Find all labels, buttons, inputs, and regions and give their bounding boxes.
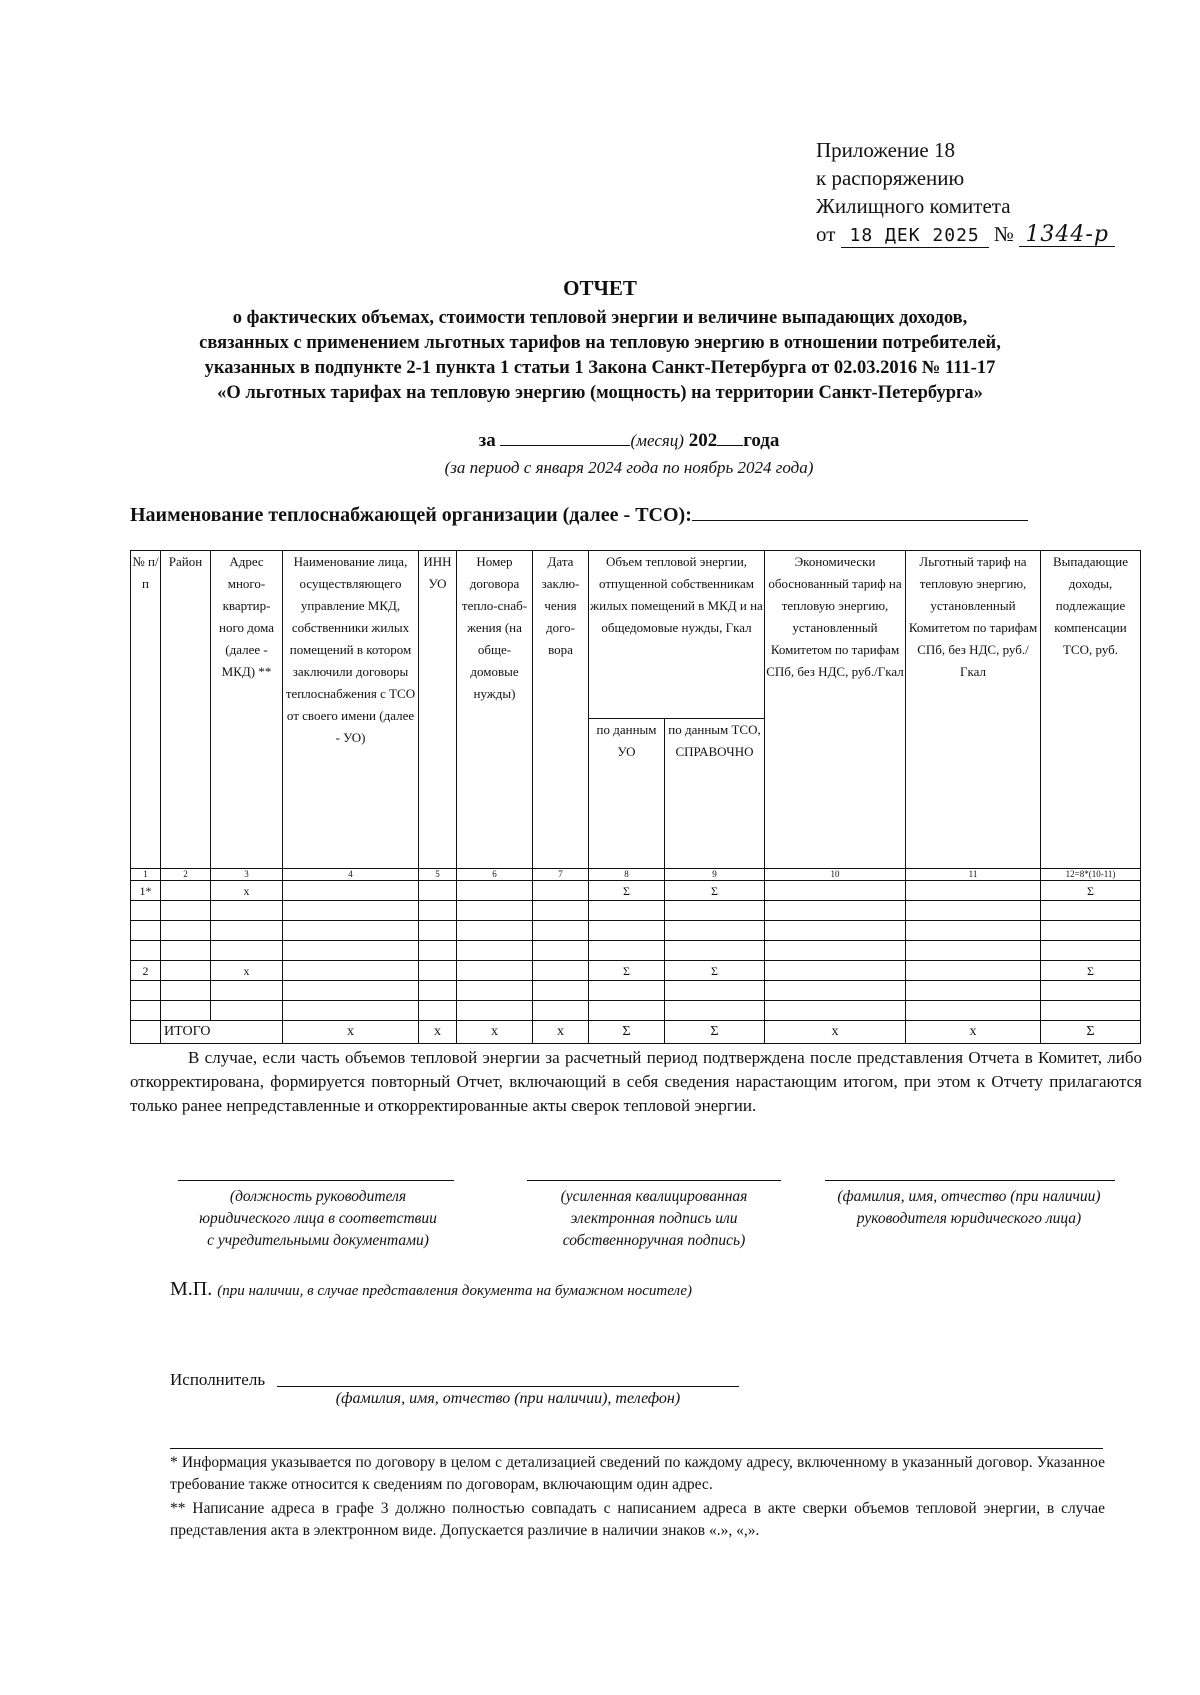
cell [283,961,419,981]
report-heading: ОТЧЕТ [563,276,637,300]
table-row [131,921,1141,941]
cell [533,881,589,901]
footnote-1: * Информация указывается по договору в целом с детализацией сведений по каждому адресу, включенному в указанный договор. Указанное требование также относится к сведениям по договорам, включающим один адрес. [170,1454,1105,1493]
cell [906,881,1041,901]
column-number: 7 [533,869,589,881]
stamp-note: (при наличии, в случае представления документа на бумажном носителе) [217,1283,693,1299]
executor-line [277,1386,739,1387]
appendix-line-2: к распоряжению [816,166,965,190]
cell [131,1021,161,1044]
signature-caption-name: (фамилия, имя, отчество (при наличии) руководителя юридического лица) [837,1188,1101,1227]
cell-x: x [419,1021,457,1044]
header-address: Адрес много-квартир-ного дома (далее - МКД) ** [211,551,283,869]
executor-label: Исполнитель [170,1370,266,1389]
header-volume-uo: по данным УО [589,719,665,869]
header-num: № п/п [131,551,161,869]
cell-sigma: Σ [589,881,665,901]
column-number-row [131,869,1141,881]
table-row [131,981,1141,1001]
cell [457,881,533,901]
cell-x: x [533,1021,589,1044]
cell-sigma: Σ [589,961,665,981]
column-number: 8 [589,869,665,881]
cell [457,961,533,981]
date-prefix: от [816,222,836,246]
cell [283,881,419,901]
cell-x: x [283,1021,419,1044]
signature-caption-sign: (усиленная квалицированная электронная подпись или собственноручная подпись) [560,1188,748,1249]
header-volume-tso: по данным ТСО, СПРАВОЧНО [665,719,765,869]
table-row-group-1 [131,881,1141,901]
table-row [131,901,1141,921]
org-blank [692,520,1028,521]
column-number: 6 [457,869,533,881]
cell [419,881,457,901]
cell-x: x [906,1021,1041,1044]
column-number: 12=8*(10-11) [1041,869,1141,881]
org-label: Наименование теплоснабжающей организации (далее - ТСО): [130,504,692,526]
signature-line-name [825,1180,1115,1181]
appendix-line-3: Жилищного комитета [816,194,1011,218]
column-number: 2 [161,869,211,881]
row-number: 1* [131,881,161,901]
header-preferential-tariff: Льготный тариф на тепловую энергию, установленный Комитетом по тарифам СПб, без НДС, руб./Гкал [906,551,1041,869]
cell [765,881,906,901]
title-line-2: связанных с применением льготных тарифов на тепловую энергию в отношении потребителей, [199,333,1001,353]
column-number: 3 [211,869,283,881]
table-row [131,941,1141,961]
total-label: ИТОГО [161,1021,283,1044]
org-row [130,504,1028,527]
title-line-3: указанных в подпункте 2-1 пункта 1 статьи 1 Закона Санкт-Петербурга от 02.03.2016 № 111-17 [204,358,996,378]
header-economic-tariff: Экономически обоснованный тариф на тепловую энергию, установленный Комитетом по тарифам СПб, без НДС, руб./Гкал [765,551,906,869]
report-table [130,550,1141,1044]
year-blank [717,445,743,446]
signature-caption-position: (должность руководителя юридического лица в соответствии с учредительными документами) [199,1188,437,1249]
signature-line-sign [527,1180,781,1181]
column-number: 9 [665,869,765,881]
period-note: (за период с января 2024 года по ноябрь 2024 года) [444,458,814,477]
cell-sigma: Σ [589,1021,665,1044]
year-word: года [743,430,780,451]
month-hint: (месяц) [630,431,684,450]
column-number: 5 [419,869,457,881]
cell-sigma: Σ [665,881,765,901]
year-prefix: 202 [688,430,718,451]
signature-line-position [178,1180,454,1181]
appendix-block [816,136,1115,248]
stamp-label: М.П. [170,1278,213,1300]
cell [906,961,1041,981]
cell-sigma: Σ [1041,961,1141,981]
cell [161,881,211,901]
table-row-group-2 [131,961,1141,981]
header-contract-number: Номер договора тепло-снаб-жения (на обще-домовые нужды) [457,551,533,869]
date-stamp: 18 ДЕК 2025 [841,225,989,248]
cell-x: x [765,1021,906,1044]
cell-sigma: Σ [665,961,765,981]
footnote-divider [170,1448,1103,1449]
column-number: 1 [131,869,161,881]
cell [533,961,589,981]
row-number: 2 [131,961,161,981]
cell-sigma: Σ [1041,1021,1141,1044]
cell [419,961,457,981]
header-lost-revenue: Выпадающие доходы, подлежащие компенсации ТСО, руб. [1041,551,1141,869]
stamp-place [170,1278,692,1301]
cell-x: x [211,961,283,981]
total-row [131,1021,1141,1044]
month-blank [500,445,630,446]
header-volume: Объем тепловой энергии, отпущенной собственникам жилых помещений в МКД и на общедомовые нужды, Гкал [589,551,765,719]
footnote-2: ** Написание адреса в графе 3 должно полностью совпадать с написанием адреса в акте сверки объемов тепловой энергии, в случае представления акта в электронном виде. Допускается различие в наличии знаков «.», «,». [170,1500,1105,1539]
cell-x: x [211,881,283,901]
header-contract-date: Дата заклю-чения дого-вора [533,551,589,869]
cell [765,961,906,981]
table-row [131,1001,1141,1021]
column-number: 11 [906,869,1041,881]
cell-sigma: Σ [1041,881,1141,901]
cell [161,961,211,981]
appendix-line-1: Приложение 18 [816,138,955,162]
note-paragraph [130,1046,1142,1118]
period-za: за [478,430,496,451]
header-uo-name: Наименование лица, осуществляющего управление МКД, собственники жилых помещений в котором заключили договоры теплоснабжения с ТСО от своего имени (далее - УО) [283,551,419,869]
executor-caption: (фамилия, имя, отчество (при наличии), телефон) [335,1390,681,1407]
cell-sigma: Σ [665,1021,765,1044]
header-district: Район [161,551,211,869]
header-row-1 [131,551,1141,719]
appendix-date-row [816,220,1115,248]
header-inn: ИНН УО [419,551,457,869]
period-line [0,430,1200,452]
number-handwritten: 1344-р [1019,224,1115,247]
column-number: 4 [283,869,419,881]
title-line-1: о фактических объемах, стоимости тепловой энергии и величине выпадающих доходов, [232,308,968,328]
title-line-4: «О льготных тарифах на тепловую энергию (мощность) на территории Санкт-Петербурга» [217,383,983,403]
cell-x: x [457,1021,533,1044]
number-prefix: № [993,222,1014,246]
note-paragraph-text: В случае, если часть объемов тепловой энергии за расчетный период подтверждена после представления Отчета в Комитет, либо откорректирована, формируется повторный Отчет, включающий в себя сведения нарастающим итогом, при этом к Отчету прилагаются только ранее непредставленные и откорректированные акты сверок тепловой энергии. [130,1048,1142,1115]
column-number: 10 [765,869,906,881]
